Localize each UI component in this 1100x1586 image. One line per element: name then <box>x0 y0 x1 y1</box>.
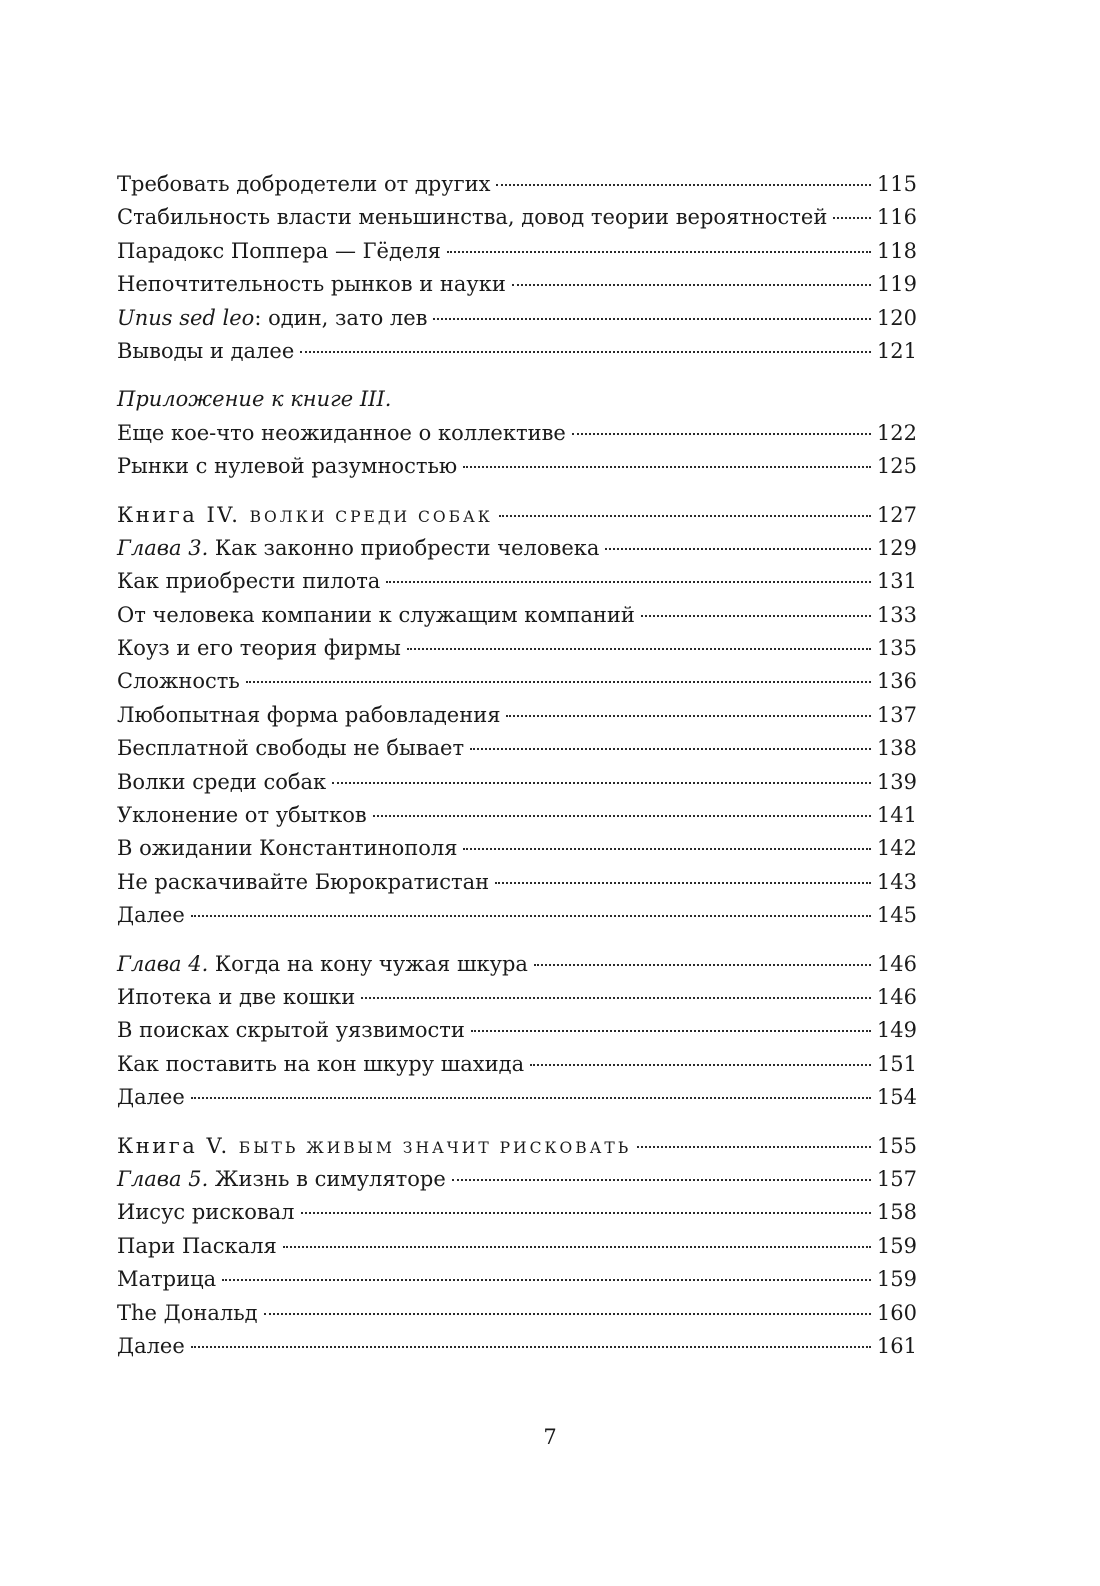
toc-entry-text: Рынки с нулевой разумностью <box>117 454 458 479</box>
toc-entry-text: Сложность <box>117 669 240 694</box>
toc-entry-page: 155 <box>876 1133 917 1158</box>
toc-entry-title <box>117 732 464 765</box>
toc-entry-text: Парадокс Поппера — Гёделя <box>117 238 441 263</box>
dot-leader <box>283 1246 871 1248</box>
dot-leader <box>191 1346 871 1348</box>
toc-entry-page: 115 <box>876 172 917 196</box>
toc-entry[interactable] <box>117 1297 917 1330</box>
toc-entry[interactable] <box>117 1014 917 1047</box>
toc-entry-text: : один, зато лев <box>254 305 428 330</box>
toc-entry-text: Иисус рисковал <box>117 1200 295 1225</box>
dot-leader <box>471 1030 871 1032</box>
toc-entry-text: Как поставить на кон шкуру шахида <box>117 1051 525 1076</box>
toc-group <box>117 948 917 1115</box>
toc-entry-title <box>117 1130 631 1165</box>
toc-entry[interactable] <box>117 1263 917 1296</box>
toc-entry-text: Коуз и его теория фирмы <box>117 636 401 661</box>
toc-group <box>117 383 917 483</box>
toc-entry[interactable] <box>117 632 917 665</box>
toc-entry-title <box>117 1330 185 1363</box>
dot-leader <box>246 681 871 683</box>
toc-entry[interactable] <box>117 302 917 335</box>
toc-section-heading: Приложение к книге III. <box>117 387 392 412</box>
toc-entry[interactable] <box>117 1048 917 1081</box>
toc-entry-title <box>117 417 566 450</box>
dot-leader <box>407 648 871 650</box>
page-number: 7 <box>543 1425 557 1449</box>
toc-entry-text: Любопытная форма рабовладения <box>117 702 501 727</box>
toc-group <box>117 168 917 368</box>
toc-entry-emphasis: Глава 3. <box>117 535 209 560</box>
toc-entry-page: 131 <box>876 569 917 594</box>
toc-entry-text: Жизнь в симуляторе <box>208 1166 446 1191</box>
toc-entry[interactable] <box>117 168 917 201</box>
toc-entry-page: 125 <box>876 454 917 479</box>
toc-entry-page: 138 <box>876 736 917 761</box>
toc-entry-text: Волки среди собак <box>117 769 327 794</box>
toc-entry[interactable] <box>117 981 917 1014</box>
dot-leader <box>833 217 871 219</box>
toc-entry-page: 116 <box>876 205 917 230</box>
toc-entry-page: 139 <box>876 769 917 794</box>
toc-entry-text: Бесплатной свободы не бывает <box>117 736 465 761</box>
toc-entry-text: Требовать добродетели от других <box>117 172 491 196</box>
toc-entry-title <box>117 632 401 665</box>
dot-leader <box>572 433 871 435</box>
toc-entry-text: В ожидании Константинополя <box>117 836 458 861</box>
toc-entry-text: Выводы и далее <box>117 338 295 363</box>
toc-entry-page: 151 <box>876 1051 917 1076</box>
table-of-contents <box>117 168 917 1363</box>
toc-entry-title <box>117 599 635 632</box>
toc-entry-title <box>117 699 500 732</box>
dot-leader <box>222 1279 871 1281</box>
toc-entry-title <box>117 499 493 534</box>
dot-leader <box>447 251 871 253</box>
toc-entry-title <box>117 1163 446 1196</box>
toc-entry-page: 137 <box>876 702 917 727</box>
toc-entry[interactable] <box>117 1230 917 1263</box>
toc-entry-page: 120 <box>876 305 917 330</box>
toc-entry-text: Еще кое-что неожиданное о коллективе <box>117 420 566 445</box>
toc-entry-emphasis: Глава 5. <box>117 1166 209 1191</box>
toc-entry-page: 159 <box>876 1233 917 1258</box>
dot-leader <box>496 184 870 186</box>
toc-entry-title <box>117 1263 216 1296</box>
toc-entry-title <box>117 532 599 565</box>
toc-entry[interactable] <box>117 532 917 565</box>
toc-entry-text: Когда на кону чужая шкура <box>208 951 528 976</box>
dot-leader <box>534 964 871 966</box>
dot-leader <box>452 1179 871 1181</box>
toc-entry-text: Пари Паскаля <box>117 1233 277 1258</box>
toc-entry[interactable] <box>117 866 917 899</box>
toc-entry-title <box>117 168 490 201</box>
toc-entry-page: 119 <box>876 272 917 297</box>
toc-entry[interactable] <box>117 948 917 981</box>
toc-entry[interactable] <box>117 335 917 368</box>
toc-entry-title <box>117 948 528 981</box>
toc-entry-page: 146 <box>876 984 917 1009</box>
toc-entry-page: 118 <box>876 238 917 263</box>
toc-entry-text: The Дональд <box>117 1300 258 1325</box>
toc-entry[interactable] <box>117 417 917 450</box>
dot-leader <box>301 1212 871 1214</box>
toc-entry[interactable] <box>117 201 917 234</box>
dot-leader <box>499 515 871 517</box>
toc-entry[interactable] <box>117 1130 917 1163</box>
toc-entry-title <box>117 268 506 301</box>
toc-entry-text: В поисках скрытой уязвимости <box>117 1018 465 1043</box>
toc-entry-page: 135 <box>876 636 917 661</box>
toc-entry-title <box>117 1196 295 1229</box>
toc-entry-emphasis: Глава 4. <box>117 951 209 976</box>
toc-entry[interactable] <box>117 799 917 832</box>
toc-entry-page: 146 <box>876 951 917 976</box>
dot-leader <box>641 615 871 617</box>
dot-leader <box>191 915 871 917</box>
dot-leader <box>605 548 871 550</box>
toc-entry-page: 122 <box>876 420 917 445</box>
toc-entry[interactable] <box>117 1330 917 1363</box>
toc-entry[interactable] <box>117 599 917 632</box>
toc-entry-title <box>117 565 380 598</box>
dot-leader <box>506 715 870 717</box>
toc-group <box>117 1130 917 1364</box>
toc-entry[interactable] <box>117 899 917 932</box>
toc-entry[interactable] <box>117 565 917 598</box>
toc-entry-title <box>117 1014 465 1047</box>
toc-entry-page: 158 <box>876 1200 917 1225</box>
toc-entry-page: 133 <box>876 602 917 627</box>
dot-leader <box>512 284 871 286</box>
toc-entry[interactable] <box>117 1163 917 1196</box>
toc-entry-text: Не раскачивайте Бюрократистан <box>117 869 490 894</box>
dot-leader <box>495 882 871 884</box>
toc-group <box>117 499 917 933</box>
dot-leader <box>264 1313 871 1315</box>
toc-entry-page: 121 <box>876 338 917 363</box>
book-label: Книга IV. <box>117 502 250 527</box>
dot-leader <box>332 782 871 784</box>
toc-entry-text: Далее <box>117 1333 185 1358</box>
toc-entry-title <box>117 450 457 483</box>
toc-entry-page: 157 <box>876 1166 917 1191</box>
toc-entry-page: 136 <box>876 669 917 694</box>
toc-entry-title <box>117 981 355 1014</box>
toc-entry-page: 142 <box>876 836 917 861</box>
toc-entry-title <box>117 1297 258 1330</box>
toc-entry-text: Матрица <box>117 1267 217 1292</box>
toc-entry-title <box>117 832 457 865</box>
toc-entry-title <box>117 1081 185 1114</box>
toc-entry-text: Далее <box>117 903 185 928</box>
dot-leader <box>191 1097 871 1099</box>
book-title: БЫТЬ ЖИВЫМ ЗНАЧИТ РИСКОВАТЬ <box>238 1138 632 1157</box>
toc-entry[interactable] <box>117 665 917 698</box>
toc-entry-title <box>117 866 489 899</box>
toc-entry-page: 127 <box>876 502 917 527</box>
toc-entry-page: 145 <box>876 903 917 928</box>
toc-entry-text: Уклонение от убытков <box>117 803 367 828</box>
toc-entry-page: 143 <box>876 869 917 894</box>
toc-entry[interactable] <box>117 1196 917 1229</box>
toc-entry[interactable] <box>117 766 917 799</box>
toc-entry-title <box>117 1048 524 1081</box>
toc-entry-title <box>117 665 240 698</box>
dot-leader <box>530 1064 871 1066</box>
toc-entry-text: Ипотека и две кошки <box>117 984 356 1009</box>
toc-entry[interactable] <box>117 832 917 865</box>
toc-entry-title <box>117 201 827 234</box>
toc-entry-title <box>117 799 367 832</box>
toc-entry[interactable] <box>117 1081 917 1114</box>
toc-entry-text: От человека компании к служащим компаний <box>117 602 635 627</box>
toc-entry-page: 141 <box>876 803 917 828</box>
dot-leader <box>373 815 871 817</box>
toc-entry-text: Стабильность власти меньшинства, довод теории вероятностей <box>117 205 828 230</box>
dot-leader <box>386 581 871 583</box>
toc-entry-title <box>117 899 185 932</box>
toc-entry-page: 149 <box>876 1018 917 1043</box>
toc-entry-title <box>117 235 441 268</box>
dot-leader <box>433 318 870 320</box>
toc-entry-title <box>117 335 294 368</box>
dot-leader <box>463 848 870 850</box>
toc-entry-page: 161 <box>876 1333 917 1358</box>
toc-entry-text: Как законно приобрести человека <box>208 535 600 560</box>
toc-entry[interactable] <box>117 235 917 268</box>
toc-entry-page: 159 <box>876 1267 917 1292</box>
toc-entry[interactable] <box>117 699 917 732</box>
toc-entry[interactable] <box>117 499 917 532</box>
toc-entry[interactable] <box>117 732 917 765</box>
dot-leader <box>463 466 871 468</box>
toc-entry-title <box>117 302 427 335</box>
toc-entry-title <box>117 766 326 799</box>
toc-entry[interactable] <box>117 268 917 301</box>
toc-entry-page: 129 <box>876 535 917 560</box>
dot-leader <box>300 351 871 353</box>
toc-entry[interactable] <box>117 450 917 483</box>
dot-leader <box>470 748 871 750</box>
toc-entry-page: 160 <box>876 1300 917 1325</box>
book-label: Книга V. <box>117 1133 239 1158</box>
dot-leader <box>361 997 871 999</box>
dot-leader <box>637 1146 871 1148</box>
toc-entry-title <box>117 1230 277 1263</box>
toc-entry-emphasis: Unus sed leo <box>117 305 255 330</box>
toc-entry-text: Как приобрести пилота <box>117 569 381 594</box>
toc-entry-text: Далее <box>117 1085 185 1110</box>
toc-entry-text: Непочтительность рынков и науки <box>117 272 506 297</box>
toc-entry-page: 154 <box>876 1085 917 1110</box>
book-title: ВОЛКИ СРЕДИ СОБАК <box>249 507 493 526</box>
